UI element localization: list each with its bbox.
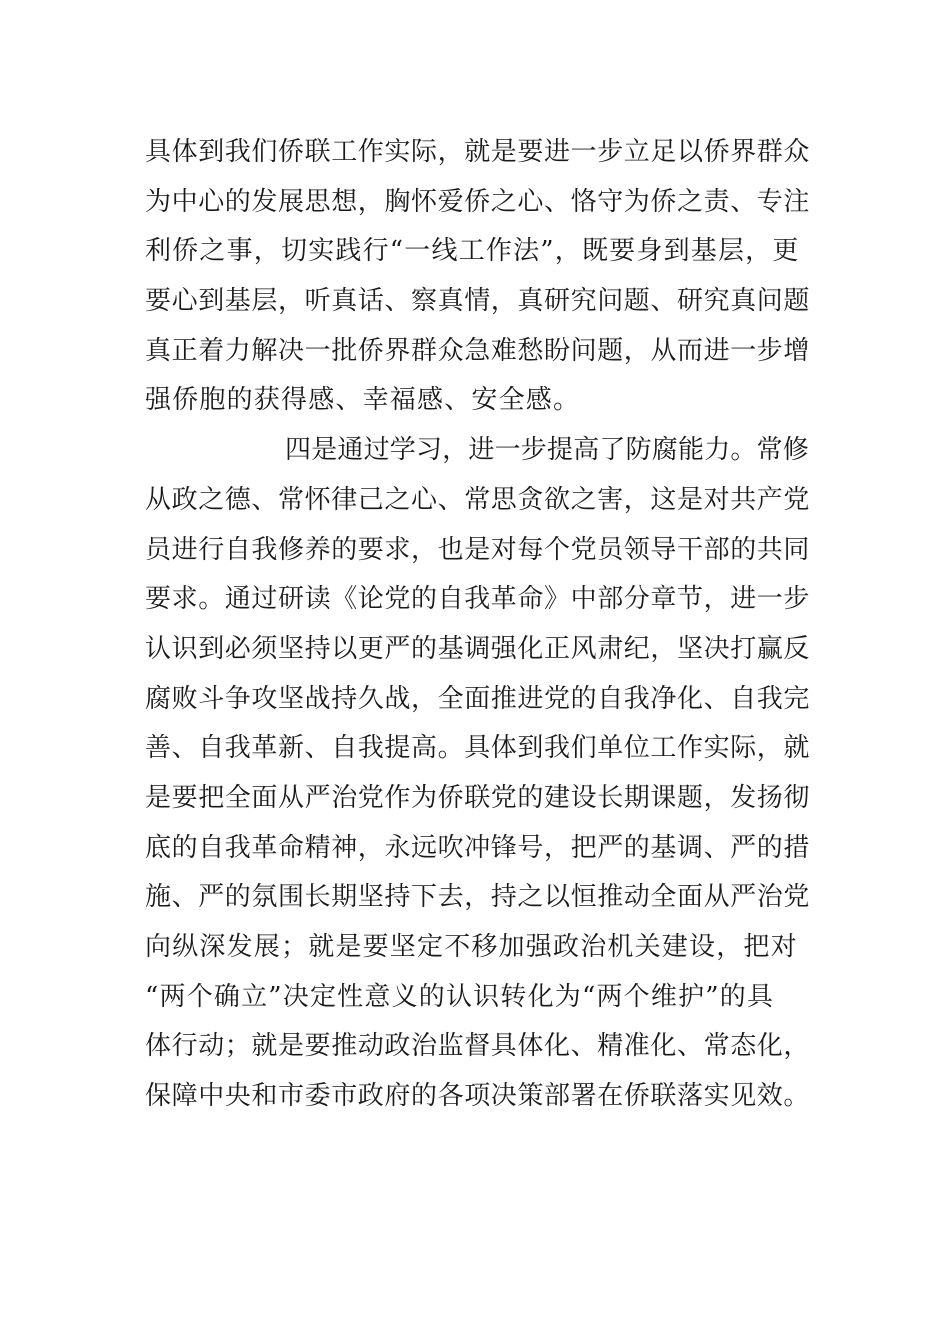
text-line: 腐败斗争攻坚战持久战，全面推进党的自我净化、自我完 [145,683,811,714]
text-line: 要求。通过研读《论党的自我革命》中部分章节，进一步 [145,584,811,615]
text-line: 员进行自我修养的要求，也是对每个党员领导干部的共同 [145,534,811,565]
text-line: 向纵深发展；就是要坚定不移加强政治机关建设，把对 [145,932,798,962]
text-line: 强侨胞的获得感、幸福感、安全感。 [145,385,581,416]
text-line: 为中心的发展思想，胸怀爱侨之心、恪守为侨之责、专注 [145,186,811,217]
text-line: 从政之德、常怀律己之心、常思贪欲之害，这是对共产党 [145,484,811,515]
text-line: 真正着力解决一批侨界群众急难愁盼问题，从而进一步增 [145,335,811,366]
text-line: 善、自我革新、自我提高。具体到我们单位工作实际，就 [145,733,811,764]
body-text [145,128,810,1122]
text-line: 底的自我革命精神，永远吹冲锋号，把严的基调、严的措 [145,832,811,863]
text-line: 认识到必须坚持以更严的基调强化正风肃纪，坚决打赢反 [145,633,811,664]
text-line: 具体到我们侨联工作实际，就是要进一步立足以侨界群众 [145,137,811,167]
text-line: 施、严的氛围长期坚持下去，持之以恒推动全面从严治党 [145,882,811,913]
text-line: 利侨之事，切实践行“一线工作法”，既要身到基层，更 [145,236,800,267]
text-line: 要心到基层，听真话、察真情，真研究问题、研究真问题 [145,286,811,317]
text-line: “两个确立”决定性意义的认识转化为“两个维护”的具 [145,981,775,1012]
text-line: 保障中央和市委市政府的各项决策部署在侨联落实见效。 [145,1081,811,1112]
paragraph-start-line: 四是通过学习，进一步提高了防腐能力。常修 [285,435,810,466]
text-line: 体行动；就是要推动政治监督具体化、精准化、常态化， [145,1031,811,1062]
text-line: 是要把全面从严治党作为侨联党的建设长期课题，发扬彻 [145,782,811,813]
